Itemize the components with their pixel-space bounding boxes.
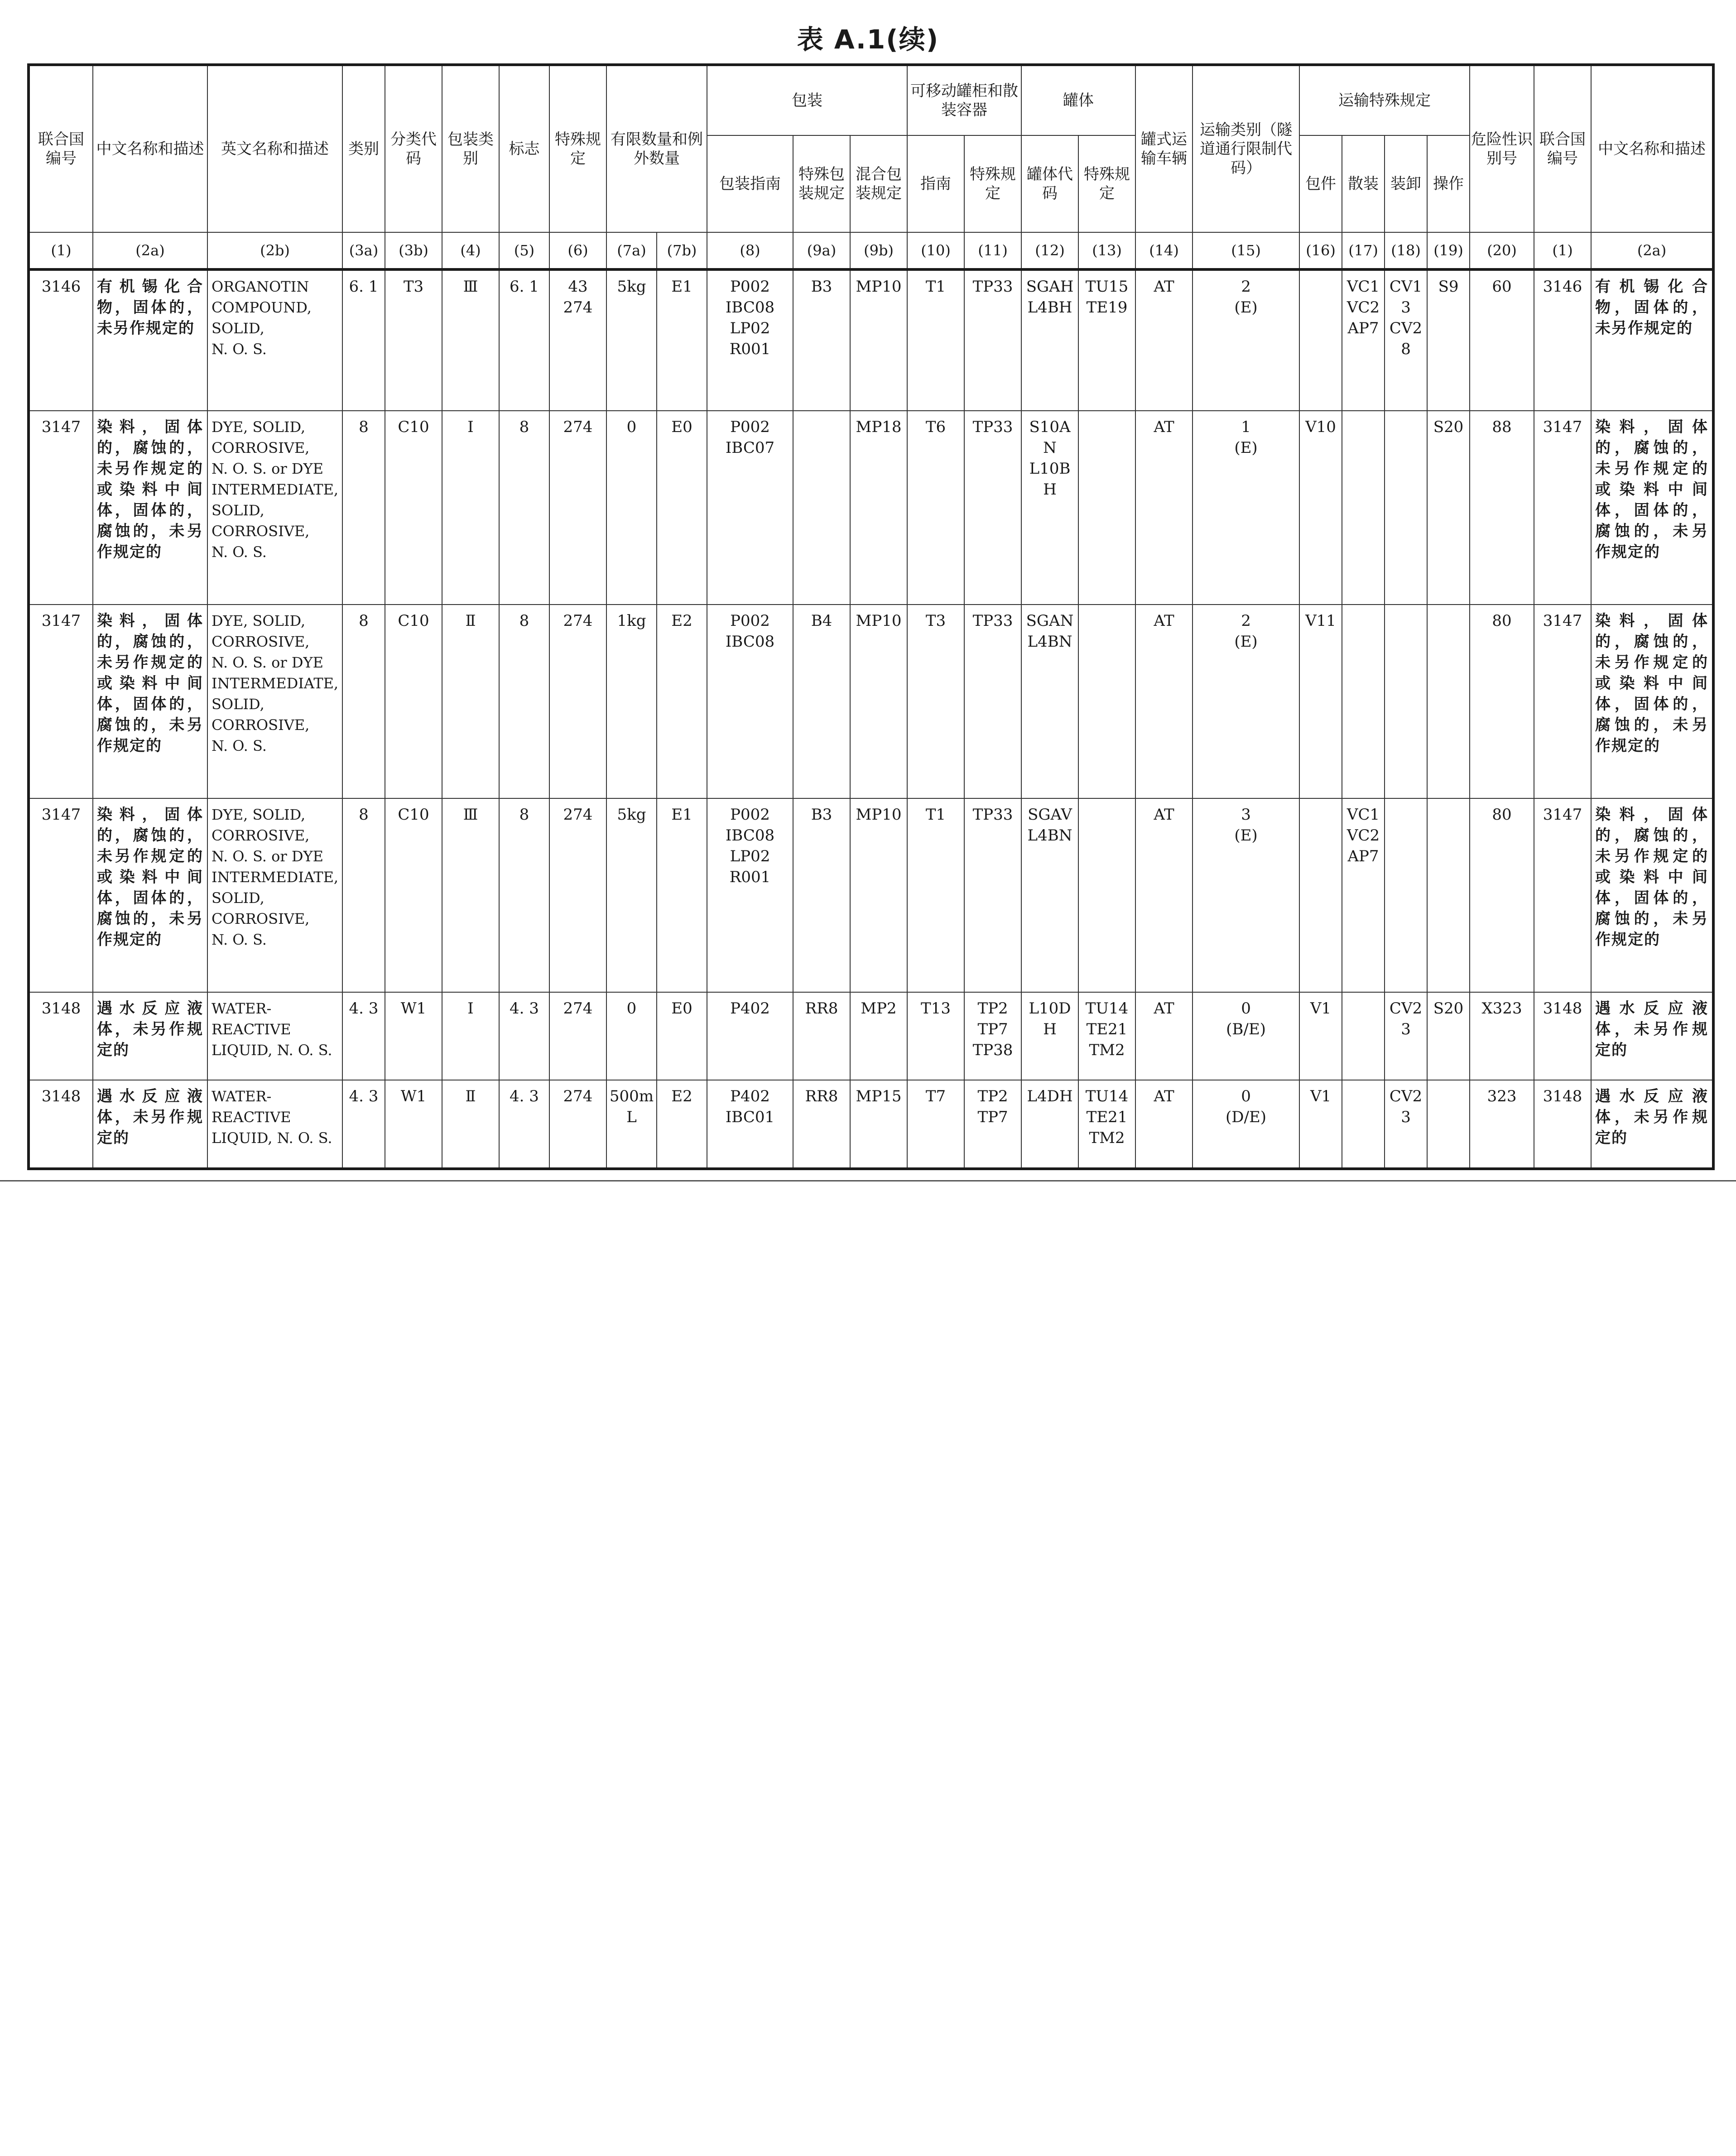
cell-special-packing [793,411,850,605]
cell-tank-vehicle: AT [1135,269,1193,411]
cell-portable-special: TP2 TP7 [964,1080,1021,1169]
cell-transport-category: 3 (E) [1193,798,1299,992]
cell-labels: 8 [499,798,549,992]
cell-bulk [1342,1080,1385,1169]
col-index: (7b) [657,232,707,269]
cell-labels: 8 [499,605,549,798]
cell-packages: V10 [1299,411,1342,605]
col-index: (9a) [793,232,850,269]
cell-portable-special: TP33 [964,605,1021,798]
cell-transport-category: 1 (E) [1193,411,1299,605]
cell-portable-special: TP33 [964,411,1021,605]
header-un-no-right: 联合国编号 [1534,65,1591,232]
cell-special-packing: B3 [793,798,850,992]
cell-excepted-qty: E1 [657,269,707,411]
cell-un-no: 3146 [29,269,93,411]
header-tank-code: 罐体代码 [1021,135,1078,232]
cell-packing-instructions: P002 IBC07 [707,411,793,605]
cell-hazard-id: 88 [1470,411,1534,605]
cell-tank-code: SGAH L4BH [1021,269,1078,411]
col-index: (12) [1021,232,1078,269]
cell-name-en: DYE, SOLID, CORROSIVE, N. O. S. or DYE INTERMEDIATE, SOLID, CORROSIVE, N. O. S. [207,411,342,605]
cell-packages: V11 [1299,605,1342,798]
header-tank-special: 特殊规定 [1078,135,1135,232]
cell-transport-category: 0 (D/E) [1193,1080,1299,1169]
cell-operation: S20 [1427,411,1470,605]
cell-tank-vehicle: AT [1135,411,1193,605]
cell-tank-code: SGAN L4BN [1021,605,1078,798]
table-row [29,411,1713,605]
cell-mixed-packing: MP18 [850,411,907,605]
cell-name-zh-right: 有机锡化合物，固体的，未另作规定的 [1591,269,1713,411]
cell-operation: S20 [1427,992,1470,1080]
cell-special-packing: RR8 [793,1080,850,1169]
col-index: (19) [1427,232,1470,269]
header-name-zh-right: 中文名称和描述 [1591,65,1713,232]
cell-name-zh-right: 染料，固体的，腐蚀的，未另作规定的或染料中间体，固体的，腐蚀的，未另作规定的 [1591,411,1713,605]
cell-name-en: ORGANOTIN COMPOUND, SOLID, N. O. S. [207,269,342,411]
cell-special-provisions: 274 [549,411,606,605]
cell-tank-code: L10DH [1021,992,1078,1080]
cell-class-code: C10 [385,798,442,992]
cell-mixed-packing: MP2 [850,992,907,1080]
cell-name-en: WATER- REACTIVE LIQUID, N. O. S. [207,1080,342,1169]
header-special-packing: 特殊包装规定 [793,135,850,232]
cell-un-no-right: 3146 [1534,269,1591,411]
cell-un-no: 3147 [29,411,93,605]
cell-limited-qty: 1kg [606,605,657,798]
cell-hazard-id: X323 [1470,992,1534,1080]
cell-operation [1427,1080,1470,1169]
table-row [29,605,1713,798]
cell-labels: 4. 3 [499,1080,549,1169]
cell-loading: CV13 CV28 [1385,269,1427,411]
header-class: 类别 [342,65,385,232]
cell-special-provisions: 43 274 [549,269,606,411]
cell-class: 8 [342,798,385,992]
col-index: (16) [1299,232,1342,269]
cell-name-zh-right: 遇水反应液体，未另作规定的 [1591,1080,1713,1169]
header-portable-tanks: 可移动罐柜和散装容器 [907,65,1021,135]
cell-name-zh: 有机锡化合物，固体的，未另作规定的 [93,269,207,411]
cell-name-zh: 染料，固体的，腐蚀的，未另作规定的或染料中间体，固体的，腐蚀的，未另作规定的 [93,605,207,798]
col-index: (5) [499,232,549,269]
cell-tank-code: L4DH [1021,1080,1078,1169]
header-transport-special: 运输特殊规定 [1299,65,1470,135]
cell-tank-vehicle: AT [1135,605,1193,798]
cell-tank-special [1078,411,1135,605]
col-index: (6) [549,232,606,269]
cell-packing-instructions: P002 IBC08 LP02 R001 [707,798,793,992]
col-index: (8) [707,232,793,269]
col-index: (3a) [342,232,385,269]
cell-packages [1299,798,1342,992]
cell-loading [1385,411,1427,605]
cell-un-no-right: 3147 [1534,411,1591,605]
cell-portable-instructions: T3 [907,605,964,798]
cell-transport-category: 2 (E) [1193,605,1299,798]
page-bottom-rule [0,1180,1736,1181]
cell-class-code: T3 [385,269,442,411]
cell-transport-category: 2 (E) [1193,269,1299,411]
cell-name-en: DYE, SOLID, CORROSIVE, N. O. S. or DYE INTERMEDIATE, SOLID, CORROSIVE, N. O. S. [207,798,342,992]
cell-tank-vehicle: AT [1135,992,1193,1080]
cell-class-code: W1 [385,1080,442,1169]
cell-mixed-packing: MP10 [850,798,907,992]
cell-limited-qty: 0 [606,992,657,1080]
cell-tank-special: TU14 TE21 TM2 [1078,992,1135,1080]
cell-class-code: W1 [385,992,442,1080]
cell-special-provisions: 274 [549,605,606,798]
cell-un-no-right: 3148 [1534,1080,1591,1169]
header-labels: 标志 [499,65,549,232]
header-packing-group: 包装类别 [442,65,499,232]
cell-transport-category: 0 (B/E) [1193,992,1299,1080]
col-index: (9b) [850,232,907,269]
cell-loading [1385,798,1427,992]
cell-operation [1427,798,1470,992]
cell-tank-code: SGAV L4BN [1021,798,1078,992]
cell-portable-instructions: T1 [907,798,964,992]
cell-packing-group: Ⅱ [442,605,499,798]
cell-mixed-packing: MP10 [850,605,907,798]
cell-portable-special: TP33 [964,269,1021,411]
cell-limited-qty: 5kg [606,798,657,992]
cell-bulk: VC1 VC2 AP7 [1342,798,1385,992]
dangerous-goods-table [27,63,1715,1170]
dangerous-goods-table-container [27,63,1711,1170]
header-portable-instructions: 指南 [907,135,964,232]
cell-excepted-qty: E1 [657,798,707,992]
table-row [29,269,1713,411]
cell-portable-instructions: T6 [907,411,964,605]
cell-portable-instructions: T1 [907,269,964,411]
cell-operation [1427,605,1470,798]
cell-packing-instructions: P402 IBC01 [707,1080,793,1169]
cell-special-packing: RR8 [793,992,850,1080]
cell-class-code: C10 [385,411,442,605]
col-index: (14) [1135,232,1193,269]
cell-packing-instructions: P402 [707,992,793,1080]
cell-class: 8 [342,411,385,605]
cell-tank-vehicle: AT [1135,1080,1193,1169]
cell-operation: S9 [1427,269,1470,411]
table-row [29,798,1713,992]
col-index: (2a) [1591,232,1713,269]
cell-loading [1385,605,1427,798]
cell-portable-special: TP33 [964,798,1021,992]
cell-packing-group: Ⅱ [442,1080,499,1169]
cell-packages [1299,269,1342,411]
cell-loading: CV23 [1385,1080,1427,1169]
cell-bulk [1342,992,1385,1080]
header-hazard-id: 危险性识别号 [1470,65,1534,232]
cell-name-zh-right: 遇水反应液体，未另作规定的 [1591,992,1713,1080]
header-packing-instructions: 包装指南 [707,135,793,232]
cell-hazard-id: 323 [1470,1080,1534,1169]
header-name-en: 英文名称和描述 [207,65,342,232]
cell-bulk: VC1 VC2 AP7 [1342,269,1385,411]
table-row [29,1080,1713,1169]
cell-tank-vehicle: AT [1135,798,1193,992]
cell-name-zh: 染料，固体的，腐蚀的，未另作规定的或染料中间体，固体的，腐蚀的，未另作规定的 [93,411,207,605]
header-un-no: 联合国编号 [29,65,93,232]
cell-name-en: WATER- REACTIVE LIQUID, N. O. S. [207,992,342,1080]
cell-hazard-id: 80 [1470,798,1534,992]
col-index: (7a) [606,232,657,269]
cell-packages: V1 [1299,992,1342,1080]
cell-packages: V1 [1299,1080,1342,1169]
col-index: (18) [1385,232,1427,269]
col-index: (13) [1078,232,1135,269]
cell-un-no: 3148 [29,992,93,1080]
cell-excepted-qty: E2 [657,1080,707,1169]
cell-tank-special: TU15 TE19 [1078,269,1135,411]
cell-limited-qty: 0 [606,411,657,605]
cell-name-zh-right: 染料，固体的，腐蚀的，未另作规定的或染料中间体，固体的，腐蚀的，未另作规定的 [1591,798,1713,992]
cell-packing-group: Ⅲ [442,269,499,411]
cell-un-no: 3147 [29,605,93,798]
header-packaging: 包装 [707,65,907,135]
cell-tank-special [1078,605,1135,798]
cell-packing-instructions: P002 IBC08 LP02 R001 [707,269,793,411]
cell-excepted-qty: E2 [657,605,707,798]
header-packages: 包件 [1299,135,1342,232]
cell-un-no: 3147 [29,798,93,992]
cell-special-provisions: 274 [549,798,606,992]
header-bulk: 散装 [1342,135,1385,232]
header-transport-category: 运输类别（隧道通行限制代码） [1193,65,1299,232]
cell-un-no-right: 3147 [1534,605,1591,798]
cell-special-provisions: 274 [549,1080,606,1169]
col-index: (1) [29,232,93,269]
cell-packing-group: Ⅲ [442,798,499,992]
cell-labels: 8 [499,411,549,605]
cell-special-provisions: 274 [549,992,606,1080]
column-index-row [29,232,1713,269]
cell-tank-special [1078,798,1135,992]
cell-tank-code: S10AN L10BH [1021,411,1078,605]
cell-packing-group: Ⅰ [442,411,499,605]
cell-packing-instructions: P002 IBC08 [707,605,793,798]
cell-name-zh-right: 染料，固体的，腐蚀的，未另作规定的或染料中间体，固体的，腐蚀的，未另作规定的 [1591,605,1713,798]
cell-special-packing: B3 [793,269,850,411]
cell-tank-special: TU14 TE21 TM2 [1078,1080,1135,1169]
header-mixed-packing: 混合包装规定 [850,135,907,232]
cell-limited-qty: 500mL [606,1080,657,1169]
cell-name-en: DYE, SOLID, CORROSIVE, N. O. S. or DYE INTERMEDIATE, SOLID, CORROSIVE, N. O. S. [207,605,342,798]
cell-name-zh: 遇水反应液体，未另作规定的 [93,992,207,1080]
cell-un-no-right: 3147 [1534,798,1591,992]
header-special-provisions: 特殊规定 [549,65,606,232]
cell-bulk [1342,411,1385,605]
header-loading: 装卸 [1385,135,1427,232]
cell-excepted-qty: E0 [657,411,707,605]
col-index: (4) [442,232,499,269]
cell-name-zh: 染料，固体的，腐蚀的，未另作规定的或染料中间体，固体的，腐蚀的，未另作规定的 [93,798,207,992]
table-row [29,992,1713,1080]
cell-portable-instructions: T13 [907,992,964,1080]
cell-mixed-packing: MP15 [850,1080,907,1169]
cell-excepted-qty: E0 [657,992,707,1080]
col-index: (10) [907,232,964,269]
header-class-code: 分类代码 [385,65,442,232]
cell-hazard-id: 80 [1470,605,1534,798]
cell-portable-instructions: T7 [907,1080,964,1169]
header-portable-special: 特殊规定 [964,135,1021,232]
cell-class: 4. 3 [342,1080,385,1169]
cell-loading: CV23 [1385,992,1427,1080]
cell-un-no: 3148 [29,1080,93,1169]
cell-name-zh: 遇水反应液体，未另作规定的 [93,1080,207,1169]
cell-class: 8 [342,605,385,798]
table-title: 表 A.1(续) [797,24,939,55]
header-tank: 罐体 [1021,65,1135,135]
header-limited-quantities: 有限数量和例外数量 [606,65,707,232]
header-operation: 操作 [1427,135,1470,232]
cell-class: 4. 3 [342,992,385,1080]
header-tank-vehicle: 罐式运输车辆 [1135,65,1193,232]
cell-portable-special: TP2 TP7 TP38 [964,992,1021,1080]
col-index: (2a) [93,232,207,269]
cell-hazard-id: 60 [1470,269,1534,411]
cell-labels: 4. 3 [499,992,549,1080]
cell-labels: 6. 1 [499,269,549,411]
cell-special-packing: B4 [793,605,850,798]
cell-packing-group: Ⅰ [442,992,499,1080]
cell-class: 6. 1 [342,269,385,411]
cell-un-no-right: 3148 [1534,992,1591,1080]
header-name-zh: 中文名称和描述 [93,65,207,232]
cell-class-code: C10 [385,605,442,798]
col-index: (15) [1193,232,1299,269]
cell-mixed-packing: MP10 [850,269,907,411]
col-index: (2b) [207,232,342,269]
cell-bulk [1342,605,1385,798]
col-index: (20) [1470,232,1534,269]
cell-limited-qty: 5kg [606,269,657,411]
col-index: (1) [1534,232,1591,269]
col-index: (17) [1342,232,1385,269]
col-index: (11) [964,232,1021,269]
col-index: (3b) [385,232,442,269]
